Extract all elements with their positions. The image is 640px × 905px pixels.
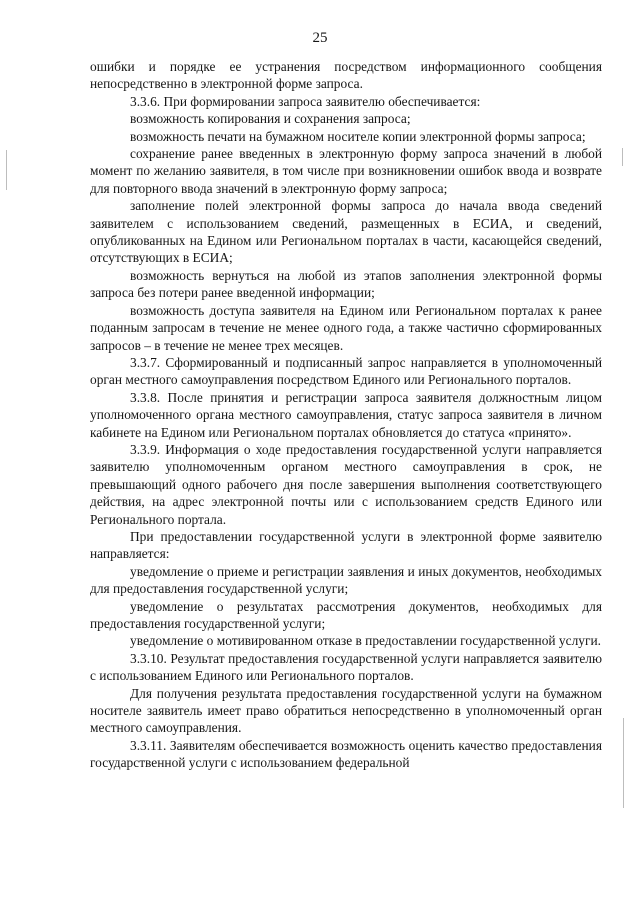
scan-artifact-right (622, 148, 623, 166)
paragraph: 3.3.7. Сформированный и подписанный запрос направляется в уполномоченный орган местного самоуправления посредством Единого или Регионального порталов. (90, 354, 602, 388)
paragraph: 3.3.10. Результат предоставления государственной услуги направляется заявителю с использованием Единого или Регионального порталов. (90, 650, 602, 684)
scan-artifact-right-lower (623, 718, 624, 808)
paragraph: уведомление о результатах рассмотрения документов, необходимых для предоставления государственной услуги; (90, 598, 602, 631)
paragraph: заполнение полей электронной формы запроса до начала ввода сведений заявителем с использованием сведений, размещенных в ЕСИА, и сведений, опубликованных на Едином или Региональном порталах в части, касающейся сведений, отсутствующих в ЕСИА; (90, 198, 602, 266)
paragraph: уведомление о мотивированном отказе в предоставлении государственной услуги. (130, 633, 601, 649)
paragraph: 3.3.11. Заявителям обеспечивается возможность оценить качество предоставления государственной услуги с использованием федеральной (90, 737, 602, 771)
page-number: 25 (312, 30, 328, 46)
paragraph: возможность доступа заявителя на Едином или Региональном порталах к ранее поданным запросам в течение не менее одного года, а также частично сформированных запросов – в течение не менее трех месяцев. (90, 302, 602, 353)
paragraph: 3.3.8. После принятия и регистрации запроса заявителя должностным лицом уполномоченного органа местного самоуправления, статус запроса заявителя в личном кабинете на Едином или Региональном порталах обновляется до статуса «принято». (90, 389, 602, 440)
scan-artifact-left (6, 150, 7, 190)
paragraph: 3.3.9. Информация о ходе предоставления государственной услуги направляется заявителю уполномоченным органом местного самоуправления в срок, не превышающий одного рабочего дня после завершения выполнения соответствующего действия, на адрес электронной почты или с использованием средств Единого или Регионального портала. (90, 441, 602, 527)
paragraph: 3.3.6. При формировании запроса заявителю обеспечивается: (130, 93, 481, 109)
paragraph: ошибки и порядке ее устранения посредством информационного сообщения непосредственно в электронной форме запроса. (90, 59, 602, 92)
paragraph: уведомление о приеме и регистрации заявления и иных документов, необходимых для предоставления государственной услуги; (90, 563, 602, 597)
paragraph: возможность вернуться на любой из этапов заполнения электронной формы запроса без потери ранее введенной информации; (90, 267, 602, 301)
paragraph: Для получения результата предоставления государственной услуги на бумажном носителе заявитель имеет право обратиться непосредственно в уполномоченный орган местного самоуправления. (90, 685, 602, 736)
document-body (90, 58, 602, 772)
paragraph: возможность копирования и сохранения запроса; (130, 111, 411, 127)
paragraph: При предоставлении государственной услуги в электронной форме заявителю направляется: (90, 528, 602, 562)
paragraph: сохранение ранее введенных в электронную форму запроса значений в любой момент по желанию заявителя, в том числе при возникновении ошибок ввода и возврате для повторного ввода значений в электронную форму запроса; (90, 146, 602, 196)
paragraph: возможность печати на бумажном носителе копии электронной формы запроса; (130, 128, 586, 144)
